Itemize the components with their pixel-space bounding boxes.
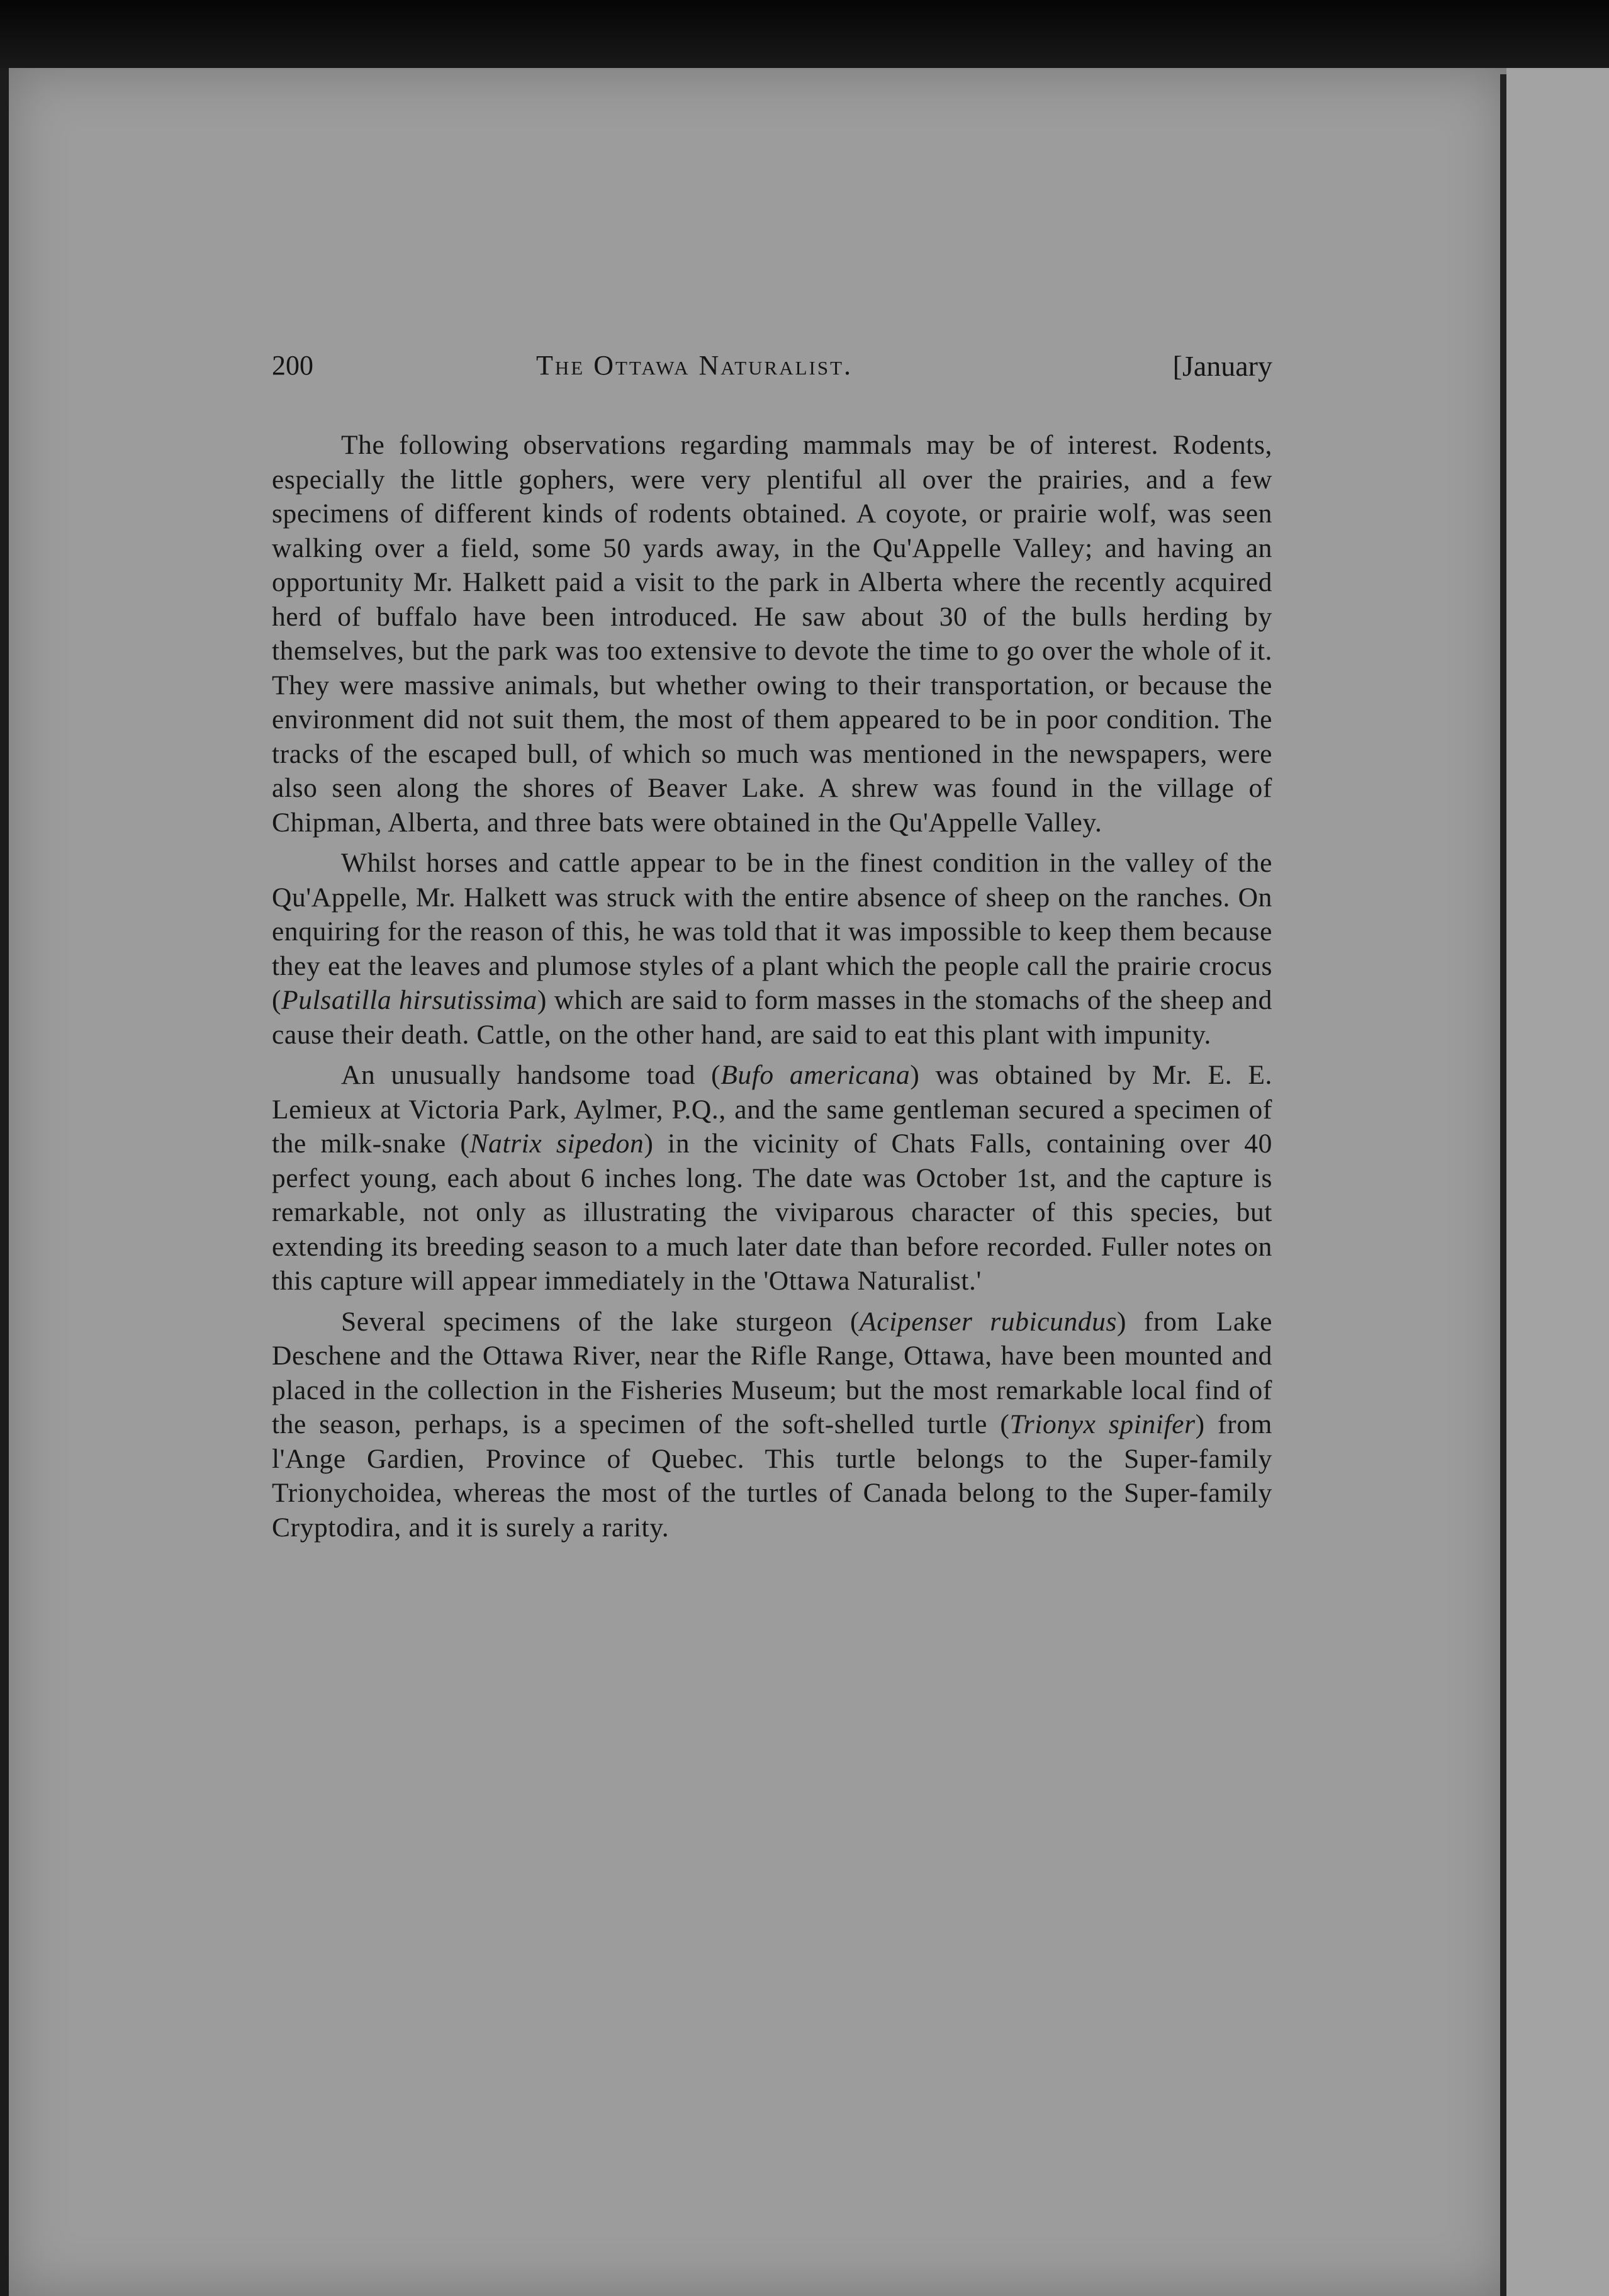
running-header — [272, 349, 1272, 393]
text-run: An unusually handsome toad ( — [341, 1060, 721, 1090]
paragraph — [272, 428, 1272, 840]
scientific-name: Trionyx spinifer — [1009, 1409, 1196, 1439]
adjacent-page-edge — [1506, 68, 1609, 2296]
text-run: ) from Lake Deschene and the Ottawa River, near the Rifle Range, Ottawa, have been mounted and placed in the collection in the Fisheries Museum; but the most remarkable local find of the season, perhaps, is a specimen of the soft-shelled turtle ( — [272, 1306, 1272, 1439]
paragraph — [272, 846, 1272, 1052]
text-run: ) was obtained by Mr. E. E. Lemieux at Victoria Park, Aylmer, P.Q., and the same gentleman secured a specimen of the milk-snake ( — [272, 1060, 1272, 1159]
text-run: ) which are said to form masses in the stomachs of the sheep and cause their death. Cattle, on the other hand, are said to eat this plant with impunity. — [272, 985, 1272, 1050]
text-run: Several specimens of the lake sturgeon ( — [341, 1306, 860, 1337]
journal-title: The Ottawa Naturalist. — [536, 350, 853, 381]
scan-top-edge — [0, 0, 1609, 70]
paragraph — [272, 1305, 1272, 1545]
scientific-name: Bufo americana — [720, 1060, 911, 1090]
scientific-name: Acipenser rubicundus — [860, 1306, 1118, 1337]
page-binding-edge — [1500, 74, 1506, 2296]
text-run: The following observations regarding mammals may be of interest. Rodents, especially the little gophers, were very plentiful all over the prairies, and a few specimens of different kinds of rodents obtained. A coyote, or prairie wolf, was seen walking over a field, some 50 yards away, in the Qu'Appelle Valley; and having an opportunity Mr. Halkett paid a visit to the park in Alberta where the recently acquired herd of buffalo have been introduced. He saw about 30 of the bulls herding by themselves, but the park was too extensive to devote the time to go over the whole of it. They were massive animals, but whether owing to their transportation, or because the environment did not suit them, the most of them appeared to be in poor condition. The tracks of the escaped bull, of which so much was mentioned in the newspapers, were also seen along the shores of Beaver Lake. A shrew was found in the village of Chipman, Alberta, and three bats were obtained in the Qu'Appelle Valley. — [272, 430, 1272, 838]
scan-left-edge — [0, 68, 9, 2296]
text-run: ) in the vicinity of Chats Falls, containing over 40 perfect young, each about 6 inches long. The date was October 1st, and the capture is remarkable, not only as illustrating the viviparous character of this species, but extending its breeding season to a much later date than before recorded. Fuller notes on this capture will appear immediately in the 'Ottawa Naturalist.' — [272, 1128, 1272, 1296]
text-run: ) from l'Ange Gardien, Province of Quebec. This turtle belongs to the Super-family Trionychoidea, whereas the most of the turtles of Canada belong to the Super-family Cryptodira, and it is surely a rarity. — [272, 1409, 1272, 1543]
page-number: 200 — [272, 350, 313, 381]
scientific-name: Pulsatilla hirsutissima — [281, 985, 537, 1015]
text-run: Whilst horses and cattle appear to be in the finest condition in the valley of the Qu'Appelle, Mr. Halkett was struck with the entire absence of sheep on the ranches. On enquiring for the reason of this, he was told that it was impossible to keep them because they eat the leaves and plumose styles of a plant which the people call the prairie crocus ( — [272, 848, 1272, 1015]
issue-month: [January — [1172, 350, 1272, 382]
body-text — [272, 428, 1272, 1551]
scientific-name: Natrix sipedon — [469, 1128, 644, 1159]
paragraph — [272, 1058, 1272, 1298]
